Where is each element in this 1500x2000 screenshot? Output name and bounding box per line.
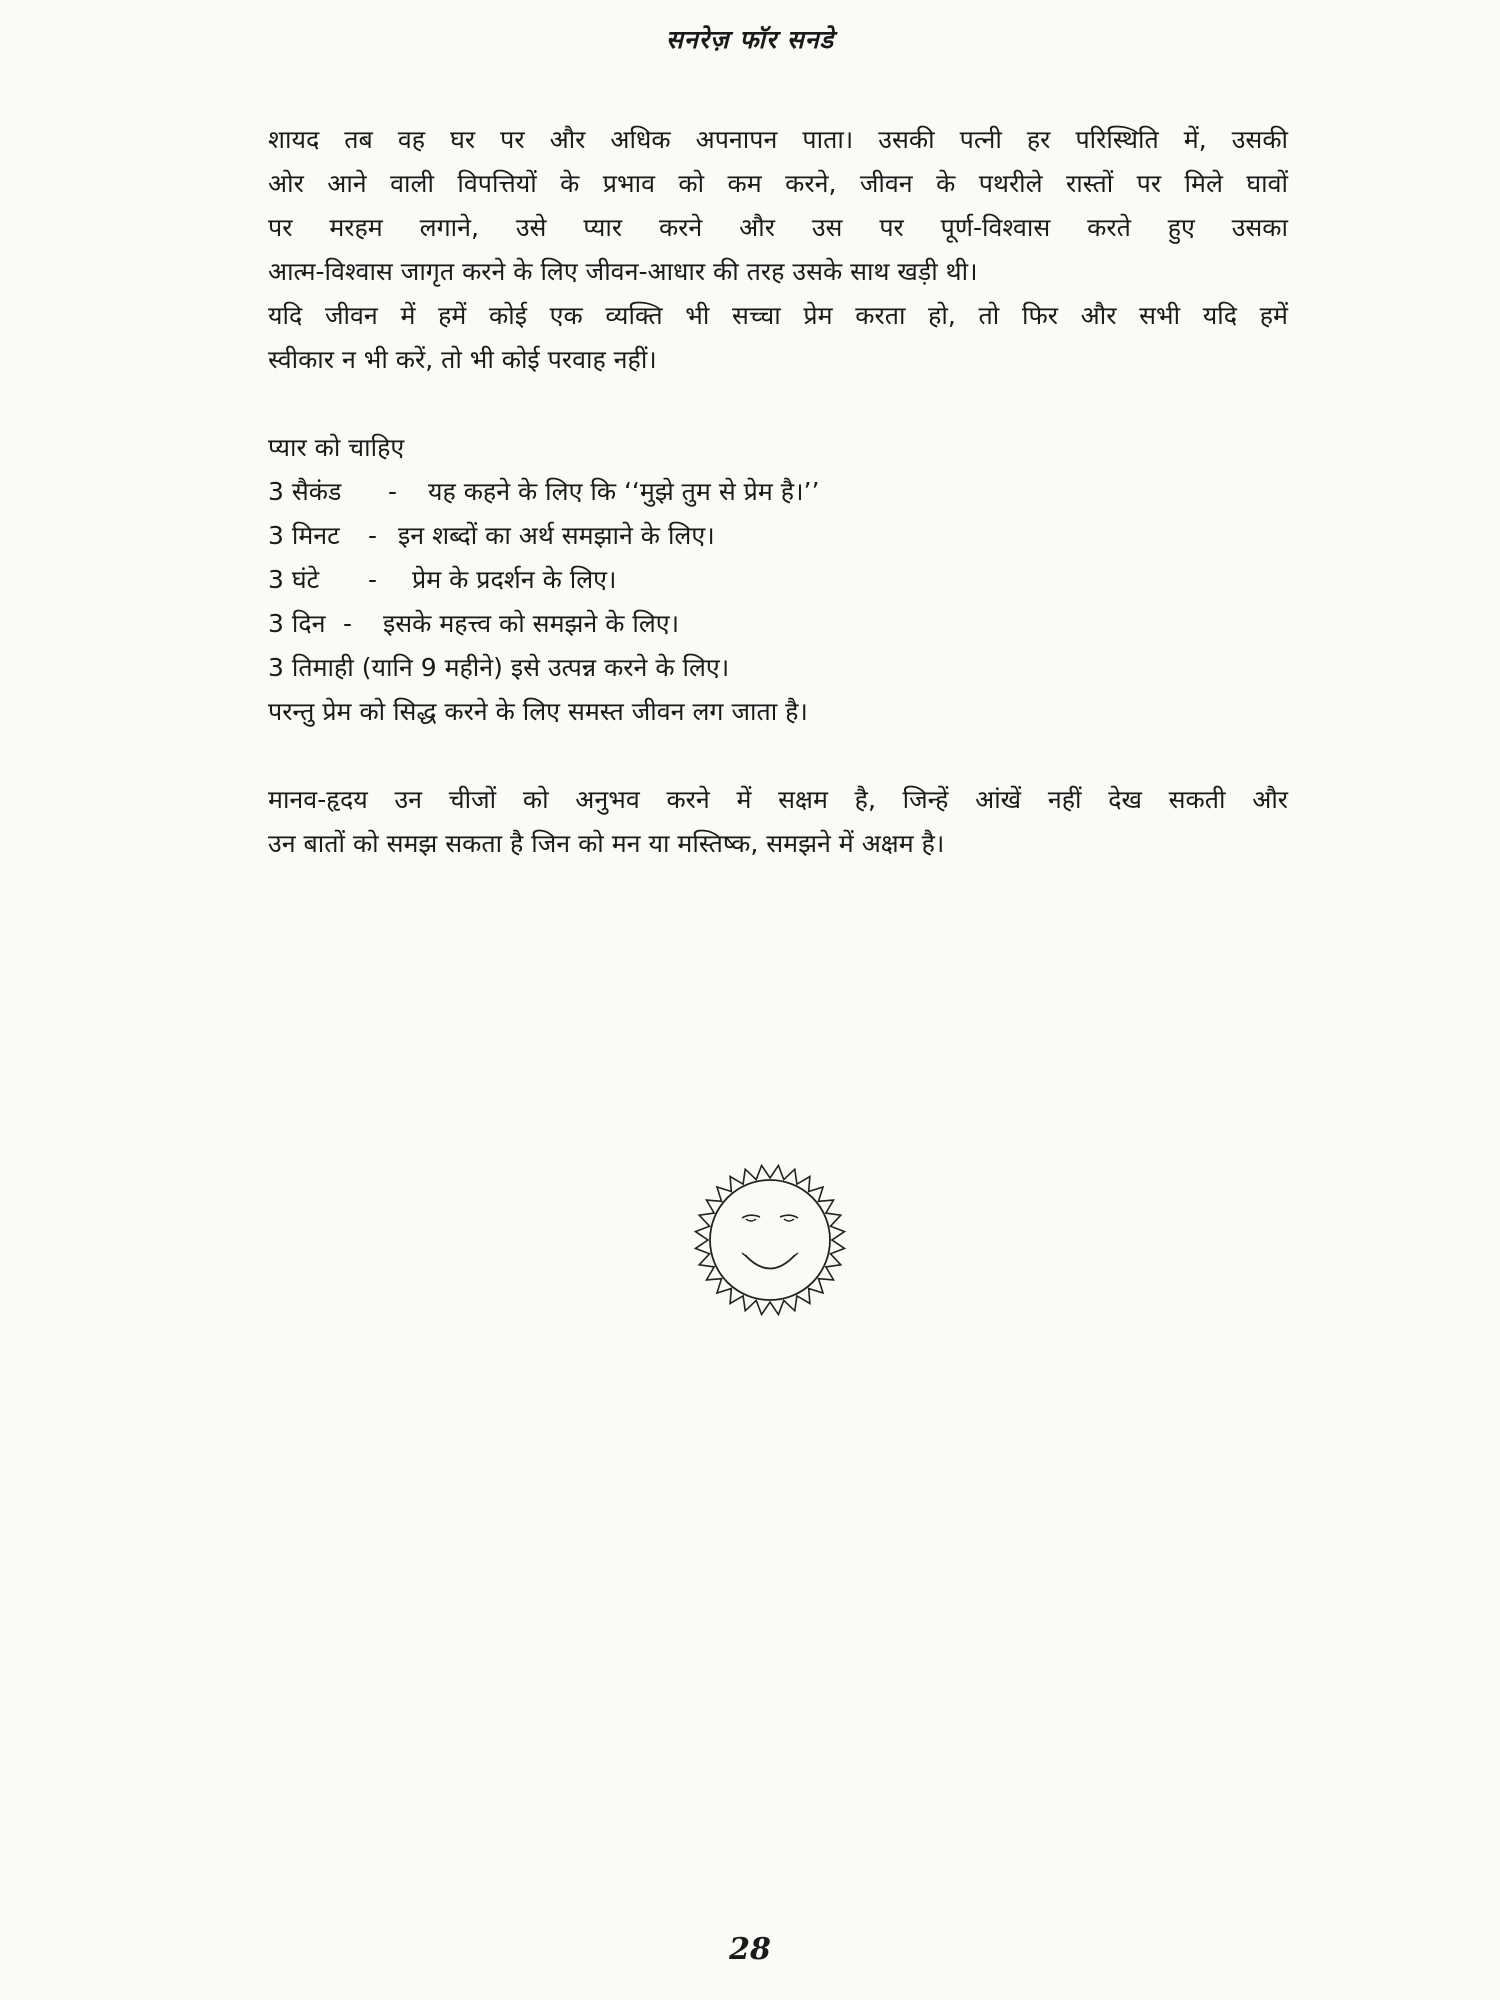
paragraph-1-line: पर मरहम लगाने, उसे प्यार करने और उस पर पूर्ण-विश्वास करते हुए उसका [268,213,1288,242]
list-item-label: 3 दिन [268,609,326,638]
paragraph-1-line: शायद तब वह घर पर और अधिक अपनापन पाता। उसकी पत्नी हर परिस्थिति में, उसकी [268,125,1288,154]
list-item-text: इन शब्दों का अर्थ समझाने के लिए। [398,521,715,550]
list-item-label: 3 सैकंड [268,477,342,506]
list-item-text: इसके महत्त्व को समझने के लिए। [383,609,680,638]
list-item-text: यह कहने के लिए कि ‘‘मुझे तुम से प्रेम है।’’ [428,477,820,506]
list-item-dash: - [368,565,378,594]
love-list [268,426,1288,734]
love-list-heading: प्यार को चाहिए [268,433,405,462]
paragraph-2 [268,294,1288,382]
list-item [268,514,1288,558]
list-item [268,470,1288,514]
paragraph-1 [268,118,1288,294]
paragraph-3 [268,778,1288,866]
paragraph-3-line: मानव-हृदय उन चीजों को अनुभव करने में सक्षम है, जिन्हें आंखें नहीं देख सकती और [268,785,1288,814]
paragraph-1-line: ओर आने वाली विपत्तियों के प्रभाव को कम करने, जीवन के पथरीले रास्तों पर मिले घावों [268,169,1288,198]
smiling-sun-icon [690,1160,850,1320]
list-item-label: 3 घंटे [268,565,320,594]
paragraph-1-line: आत्म-विश्वास जागृत करने के लिए जीवन-आधार की तरह उसके साथ खड़ी थी। [268,257,978,286]
list-item-dash: - [388,477,398,506]
list-item-label: 3 मिनट [268,521,340,550]
running-title: सनरेज़ फॉर सनडे [665,25,835,54]
list-item-dash: - [368,521,378,550]
body-text [268,118,1288,866]
sun-rays [695,1165,844,1314]
list-item [268,558,1288,602]
paragraph-2-line: यदि जीवन में हमें कोई एक व्यक्ति भी सच्चा प्रेम करता हो, तो फिर और सभी यदि हमें [268,301,1288,330]
list-item-text: प्रेम के प्रदर्शन के लिए। [412,565,617,594]
list-item [268,602,1288,646]
list-closing-line: परन्तु प्रेम को सिद्ध करने के लिए समस्त जीवन लग जाता है। [268,697,808,726]
paragraph-3-line: उन बातों को समझ सकता है जिन को मन या मस्तिष्क, समझने में अक्षम है। [268,829,945,858]
list-quarter-line: 3 तिमाही (यानि 9 महीने) इसे उत्पन्न करने के लिए। [268,653,730,682]
paragraph-2-line: स्वीकार न भी करें, तो भी कोई परवाह नहीं। [268,345,657,374]
list-item-dash: - [343,609,353,638]
page-number: 28 [729,1932,771,1967]
